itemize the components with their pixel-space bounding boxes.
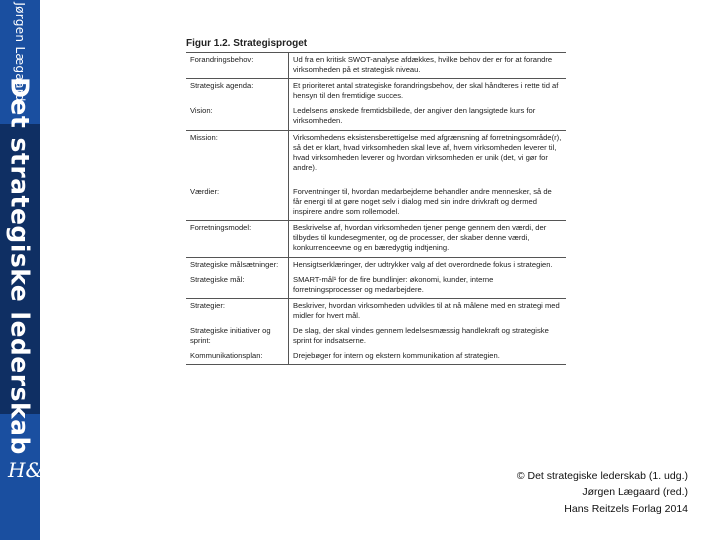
row-text: Virksomhedens eksistensberettigelse med afgrænsning af forretningsområde(r), så det er klart, hvad virksomheden skal leve af, hvem virksomheden leverer til, hvad virksomheden leverer og hvordan virksomheden er unik (det, vi gør for andre).	[289, 130, 567, 176]
copyright-line: Hans Reitzels Forlag 2014	[564, 502, 688, 515]
copyright-line: © Det strategiske lederskab (1. udg.)	[516, 470, 688, 482]
table-row	[186, 130, 566, 176]
row-text: De slag, der skal vindes gennem ledelsesmæssig handlekraft og strategiske sprint for indsatserne.	[289, 324, 567, 349]
table-row	[186, 79, 566, 105]
copyright-line: Jørgen Lægaard (red.)	[582, 486, 688, 499]
row-label: Strategisk agenda:	[186, 79, 289, 105]
table-row	[186, 298, 566, 324]
table-row	[186, 257, 566, 273]
strategy-table	[186, 52, 566, 365]
row-label: Forretningsmodel:	[186, 221, 289, 257]
row-label: Strategiske målsætninger:	[186, 257, 289, 273]
row-label: Mission:	[186, 130, 289, 176]
book-title: Det strategiske lederskab	[5, 77, 35, 455]
row-text: Hensigtserklæringer, der udtrykker valg af det overordnede fokus i strategien.	[289, 257, 567, 273]
copyright-notice	[517, 468, 688, 517]
row-text: Ledelsens ønskede fremtidsbillede, der angiver den langsigtede kurs for virksomheden.	[289, 104, 567, 130]
row-label: Forandringsbehov:	[186, 53, 289, 79]
row-text: Et prioriteret antal strategiske forandringsbehov, der skal håndteres i rette tid af hensyn til den fremtidige succes.	[289, 79, 567, 105]
row-text: Beskriver, hvordan virksomheden udvikles til at nå målene med en strategi med midler for hvert mål.	[289, 298, 567, 324]
row-label: Værdier:	[190, 186, 220, 196]
table-row	[186, 324, 566, 349]
row-label: Strategier:	[186, 298, 289, 324]
table-row	[186, 176, 566, 221]
figure-title: Figur 1.2. Strategisproget	[186, 38, 308, 49]
row-text: SMART-mål¹ for de fire bundlinjer: økonomi, kunder, interne forretningsprocesser og medarbejdere.	[289, 273, 567, 299]
table-row	[186, 53, 566, 79]
table-row	[186, 349, 566, 365]
row-text: Ud fra en kritisk SWOT-analyse afdækkes, hvilke behov der er for at forandre virksomheden på et strategisk niveau.	[289, 53, 567, 79]
author-name: Jørgen Lægaard	[13, 2, 27, 102]
row-text: Drejebøger for intern og ekstern kommunikation af strategien.	[289, 349, 567, 365]
row-label: Vision:	[190, 106, 213, 116]
row-label: Kommunikationsplan:	[186, 349, 289, 365]
row-text: Forventninger til, hvordan medarbejderne behandler andre mennesker, så de får energi til at gøre noget selv i dialog med sin indre drivkraft og dermed inspirere andre som rollemodel.	[289, 176, 567, 221]
table-row	[186, 273, 566, 299]
table-row	[186, 104, 566, 130]
table-row	[186, 221, 566, 257]
publisher-logo: H&R	[8, 458, 59, 482]
row-text: Beskrivelse af, hvordan virksomheden tjener penge gennem den værdi, der tilbydes til kundesegmenter, og de processer, der skaber denne værdi, konkurrenceevne og en bæredygtig indtjening.	[289, 221, 567, 257]
book-spine-sidebar	[0, 0, 59, 540]
row-label: Strategiske mål:	[190, 274, 245, 284]
row-label: Strategiske initiativer og sprint:	[190, 325, 271, 346]
